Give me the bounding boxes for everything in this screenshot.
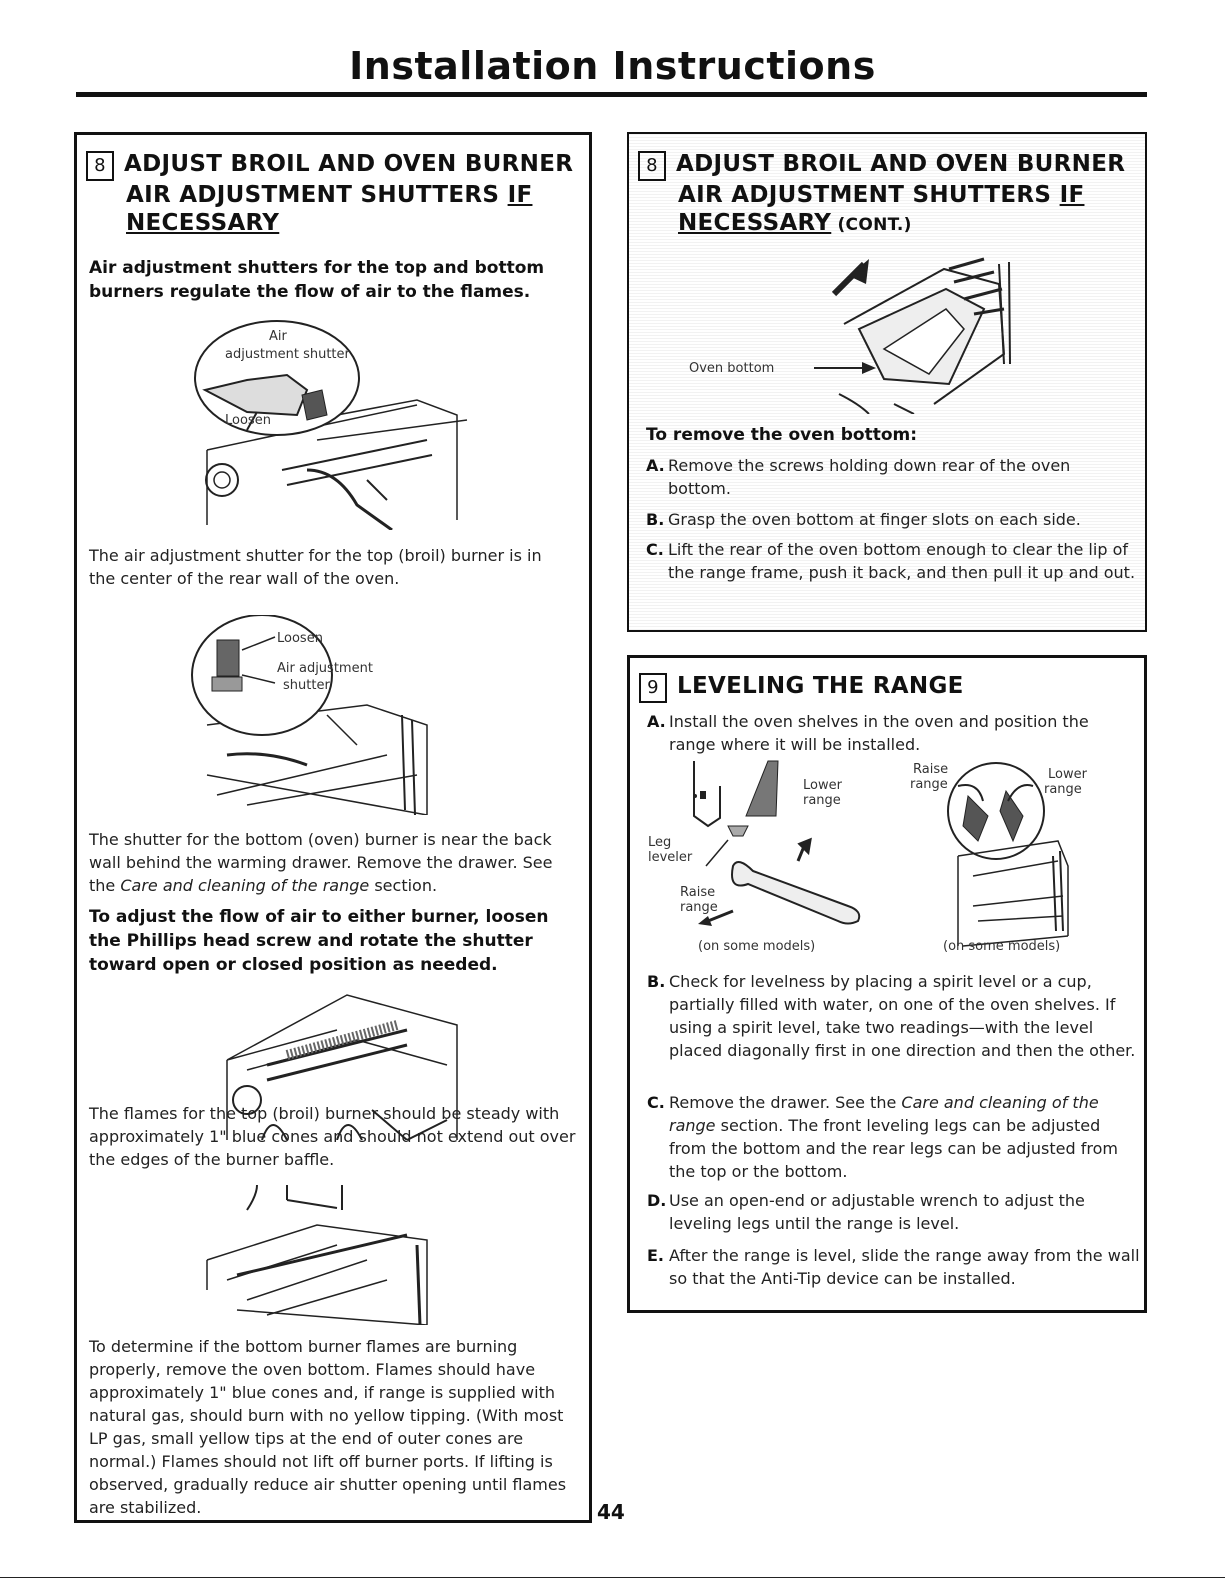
left-paragraph-3: The flames for the top (broil) burner should be steady with approximately 1" blue cones and should not extend out over the edges of the burner baffle.	[89, 1104, 576, 1169]
step-number-box: 9	[639, 673, 667, 703]
svg-text:Leg: Leg	[648, 835, 672, 850]
oven-bottom-figure	[684, 254, 1014, 414]
leg-leveler-figure	[648, 756, 888, 956]
oven-interior-figure	[187, 1180, 457, 1325]
page-number: 44	[597, 1500, 625, 1524]
svg-text:(on some models): (on some models)	[943, 939, 1061, 954]
svg-text:adjustment shutter: adjustment shutter	[225, 347, 350, 362]
step-number-box: 8	[638, 151, 666, 181]
top-burner-shutter-figure	[187, 320, 477, 530]
right-top-section-heading: 8 ADJUST BROIL AND OVEN BURNER AIR ADJUSTMENT SHUTTERS IF NECESSARY (CONT.)	[638, 150, 1138, 239]
list-item: A. Install the oven shelves in the oven and position the range where it will be installed.	[647, 712, 1089, 754]
right-bottom-panel	[627, 655, 1147, 1313]
left-paragraph-4: To determine if the bottom burner flames are burning properly, remove the oven bottom. Flames should have approximately 1" blue cones and, if range is supplied with natural gas, should burn with no yellow tipping. (With most LP gas, small yellow tips at the end of outer cones are normal.) Flames should not lift off burner ports. If lifting is observed, gradually reduce air shutter opening until flames are stabilized.	[89, 1337, 567, 1517]
right-top-panel	[627, 132, 1147, 632]
svg-text:Loosen: Loosen	[225, 413, 271, 428]
left-intro: Air adjustment shutters for the top and bottom burners regulate the flow of air to the flames.	[89, 258, 545, 302]
svg-text:Oven bottom: Oven bottom	[689, 361, 775, 376]
left-adjust-instruction: To adjust the flow of air to either burner, loosen the Phillips head screw and rotate the shutter toward open or closed position as needed.	[89, 907, 549, 975]
title-rule	[76, 92, 1147, 97]
left-paragraph-1: The air adjustment shutter for the top (broil) burner is in the center of the rear wall of the oven.	[89, 546, 542, 588]
svg-text:Raise: Raise	[680, 885, 716, 900]
page-title: Installation Instructions	[349, 44, 876, 88]
list-item: D. Use an open-end or adjustable wrench to adjust the leveling legs until the range is level.	[647, 1191, 1085, 1233]
list-item: A. Remove the screws holding down rear of the oven bottom.	[646, 456, 1071, 498]
svg-text:range: range	[1044, 782, 1082, 797]
svg-text:Raise: Raise	[913, 762, 949, 777]
list-item: B. Grasp the oven bottom at finger slots on each side.	[646, 510, 1081, 529]
leveling-section-heading: 9 LEVELING THE RANGE	[639, 672, 1139, 703]
svg-text:shutter: shutter	[283, 678, 330, 693]
step-number-box: 8	[86, 151, 114, 181]
left-panel	[74, 132, 592, 1523]
svg-text:Air: Air	[269, 329, 287, 344]
left-section-heading: 8 ADJUST BROIL AND OVEN BURNER AIR ADJUSTMENT SHUTTERS IF NECESSARY	[86, 150, 581, 237]
rear-leveling-figure	[888, 756, 1138, 956]
svg-text:range: range	[680, 900, 718, 915]
svg-text:Lower: Lower	[803, 778, 842, 793]
list-item: B. Check for levelness by placing a spirit level or a cup, partially filled with water, on one of the oven shelves. If using a spirit level, take two readings—with the level placed diagonally first in one direction and then the other.	[647, 972, 1136, 1060]
list-item: E. After the range is level, slide the range away from the wall so that the Anti-Tip device can be installed.	[647, 1246, 1140, 1288]
svg-text:Loosen: Loosen	[277, 631, 323, 646]
svg-text:range: range	[803, 793, 841, 808]
left-paragraph-2: The shutter for the bottom (oven) burner is near the back wall behind the warming drawer. Remove the drawer. See the Care and cleaning of the range section.	[89, 830, 553, 895]
svg-text:(on some models): (on some models)	[698, 939, 816, 954]
svg-text:Lower: Lower	[1048, 767, 1087, 782]
list-item: C. Lift the rear of the oven bottom enough to clear the lip of the range frame, push it back, and then pull it up and out.	[646, 540, 1136, 582]
bottom-burner-shutter-figure	[187, 615, 447, 815]
svg-text:leveler: leveler	[648, 850, 693, 865]
svg-text:range: range	[910, 777, 948, 792]
remove-oven-bottom-subhead: To remove the oven bottom:	[646, 425, 918, 445]
svg-text:Air adjustment: Air adjustment	[277, 661, 373, 676]
list-item: C. Remove the drawer. See the Care and cleaning of the range section. The front leveling legs can be adjusted from the bottom and the rear legs can be adjusted from the top or the bottom.	[647, 1093, 1118, 1181]
bottom-rule	[0, 1577, 1225, 1578]
